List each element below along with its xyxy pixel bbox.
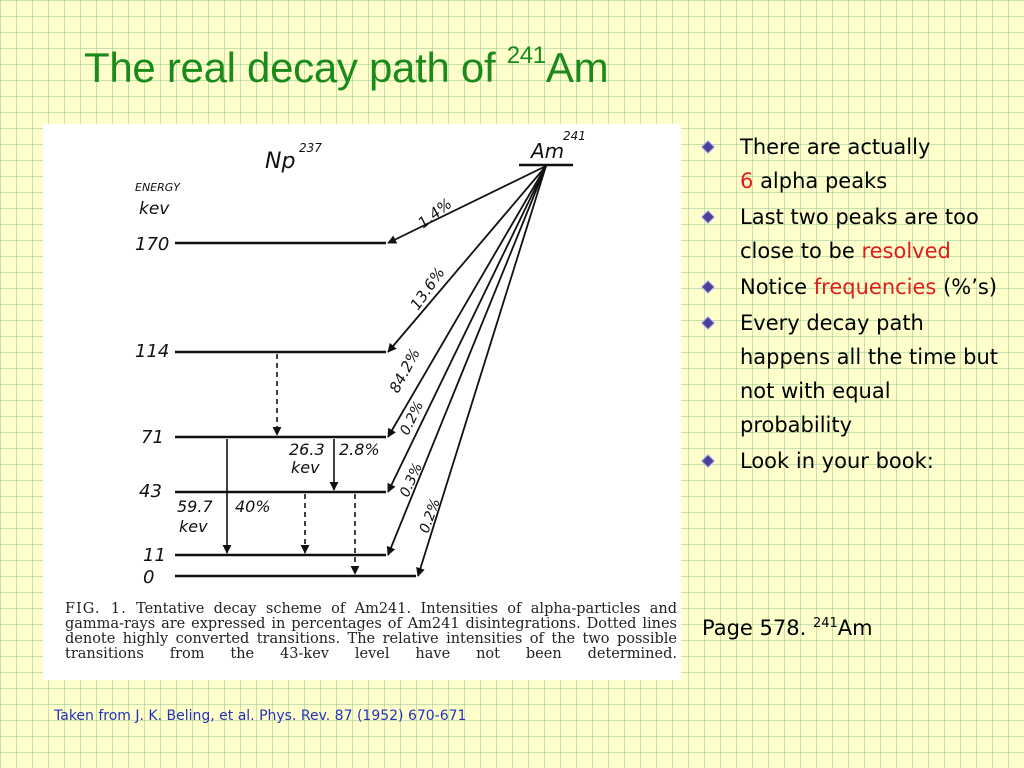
- page-reference-mass: 241: [812, 616, 838, 631]
- gamma-59-intensity: 40%: [235, 497, 271, 516]
- bullet-text: alpha peaks: [760, 169, 888, 193]
- alpha-intensity-11: 0.3%: [397, 460, 427, 500]
- level-label-170: 170: [135, 234, 170, 255]
- diamond-bullet-icon: [702, 455, 713, 466]
- decay-scheme-diagram: [43, 124, 681, 680]
- figure-caption-text: Tentative decay scheme of Am241. Intensities of alpha-particles and gamma-rays are expressed in percentages of Am241 disintegrations. Dotted lines denote highly converted transitions. The relative intensities of the two possible transitions from the 43-kev level have not been determined.: [65, 601, 677, 662]
- bullet-text: There are actually: [740, 135, 931, 159]
- page-reference: [702, 616, 873, 640]
- bullet-list: [700, 130, 1000, 480]
- level-label-11: 11: [143, 545, 166, 566]
- bullet-item: [700, 130, 1000, 198]
- gamma-59-energy: 59.7: [177, 497, 213, 516]
- alpha-intensity-71: 84.2%: [385, 345, 424, 396]
- bullet-text: Look in your book:: [740, 449, 934, 473]
- diamond-bullet-icon: [702, 141, 713, 152]
- parent-mass: 241: [563, 129, 586, 143]
- diamond-bullet-icon: [702, 317, 713, 328]
- alpha-intensity-0: 0.2%: [416, 496, 444, 536]
- level-label-0: 0: [143, 567, 155, 588]
- bullet-text: Notice: [740, 275, 808, 299]
- gamma-26-energy: 26.3: [289, 440, 325, 459]
- bullet-text: (%’s): [943, 275, 998, 299]
- alpha-intensity-114: 13.6%: [406, 263, 449, 314]
- gamma-26-intensity: 2.8%: [339, 440, 380, 459]
- level-label-114: 114: [135, 341, 170, 362]
- page-reference-element: Am: [837, 616, 873, 640]
- energy-unit-label: kev: [139, 199, 170, 219]
- bullet-item: [700, 306, 1000, 442]
- parent-symbol: Am: [531, 139, 565, 163]
- daughter-mass: 237: [299, 141, 322, 155]
- alpha-arrow-170: [388, 166, 546, 243]
- figure-caption: [65, 602, 677, 662]
- title-text: The real decay path of: [84, 44, 507, 91]
- title-element: Am: [545, 44, 609, 91]
- daughter-symbol: Np: [265, 149, 296, 174]
- page-reference-text: Page 578.: [702, 616, 813, 640]
- bullet-item: [700, 270, 1000, 304]
- bullet-item: [700, 200, 1000, 268]
- energy-axis-label: ENERGY: [135, 181, 181, 194]
- slide-title: [84, 44, 608, 92]
- bullet-highlight: frequencies: [813, 275, 937, 299]
- bullet-text: Every decay path happens all the time but not with equal probability: [740, 311, 999, 437]
- bullet-highlight: 6: [740, 169, 754, 193]
- level-label-71: 71: [141, 427, 164, 448]
- alpha-intensity-170: 1.4%: [414, 194, 456, 233]
- decay-scheme-figure: [43, 124, 681, 680]
- gamma-59-unit: kev: [179, 517, 208, 536]
- title-mass-number: 241: [506, 42, 546, 69]
- level-label-43: 43: [139, 481, 162, 502]
- bullet-item: [700, 444, 1000, 478]
- diamond-bullet-icon: [702, 281, 713, 292]
- diamond-bullet-icon: [702, 211, 713, 222]
- bullet-highlight: resolved: [861, 239, 951, 263]
- alpha-arrow-43: [385, 166, 546, 492]
- alpha-intensity-43: 0.2%: [397, 398, 428, 438]
- gamma-26-unit: kev: [291, 458, 320, 477]
- bullet-text: Last two peaks are too close to be: [740, 205, 979, 263]
- figure-label: FIG. 1.: [65, 601, 127, 617]
- alpha-arrow-114: [388, 166, 546, 352]
- source-citation: Taken from J. K. Beling, et al. Phys. Rev. 87 (1952) 670-671: [54, 708, 467, 724]
